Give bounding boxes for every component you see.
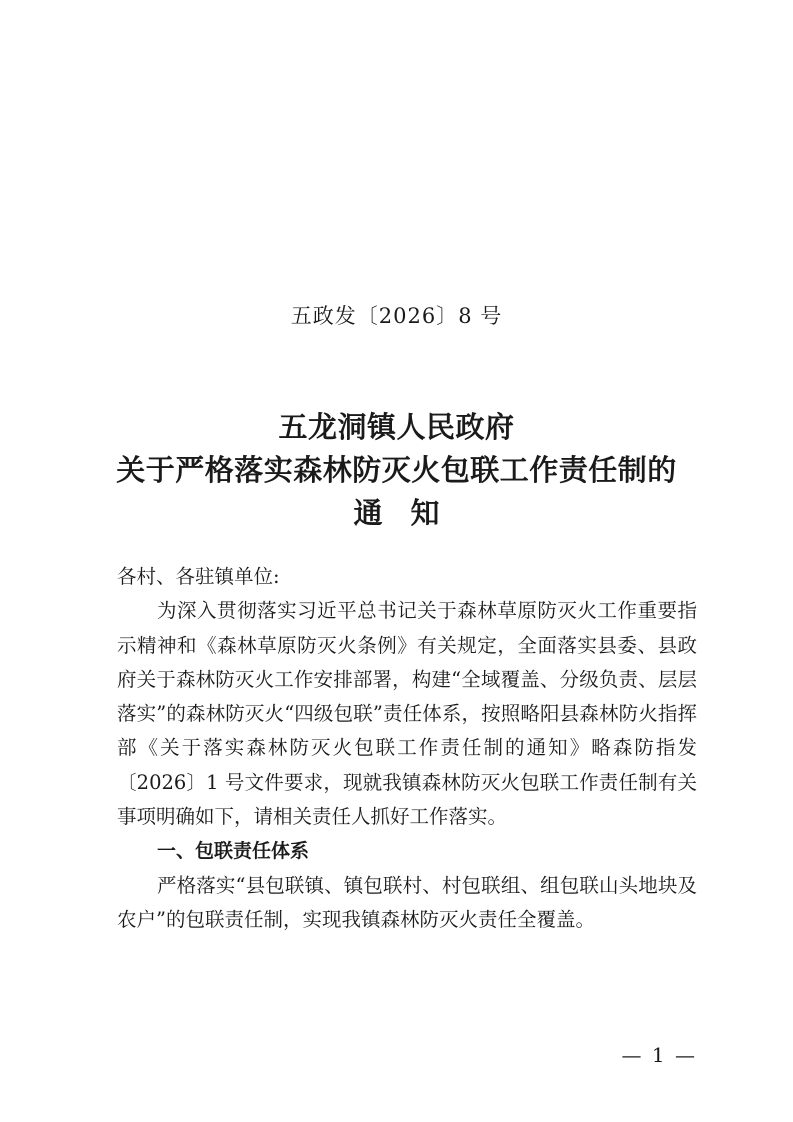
title-line-subject: 关于严格落实森林防灭火包联工作责任制的 [116,453,677,487]
document-body [117,560,697,937]
title-line-issuer: 五龙洞镇人民政府 [278,410,515,444]
document-title [0,406,793,535]
salutation: 各村、各驻镇单位: [117,565,280,588]
section-heading-1: 一、包联责任体系 [157,840,310,863]
paragraph-section-1: 严格落实“县包联镇、镇包联村、村包联组、组包联山头地块及农户”的包联责任制，实现我镇森林防灭火责任全覆盖。 [117,873,697,931]
title-line-notice: 通知 [353,496,468,530]
page-number: — 1 — [621,1043,697,1067]
paragraph-intro: 为深入贯彻落实习近平总书记关于森林草原防灭火工作重要指示精神和《森林草原防灭火条例》有关规定，全面落实县委、县政府关于森林防灭火工作安排部署，构建“全域覆盖、分级负责、层层落实”的森林防灭火“四级包联”责任体系，按照略阳县森林防火指挥部《关于落实森林防灭火包联工作责任制的通知》略森防指发〔2026〕1 号文件要求，现就我镇森林防灭火包联工作责任制有关事项明确如下，请相关责任人抓好工作落实。 [117,599,697,829]
document-number: 五政发〔2026〕8 号 [290,304,503,328]
